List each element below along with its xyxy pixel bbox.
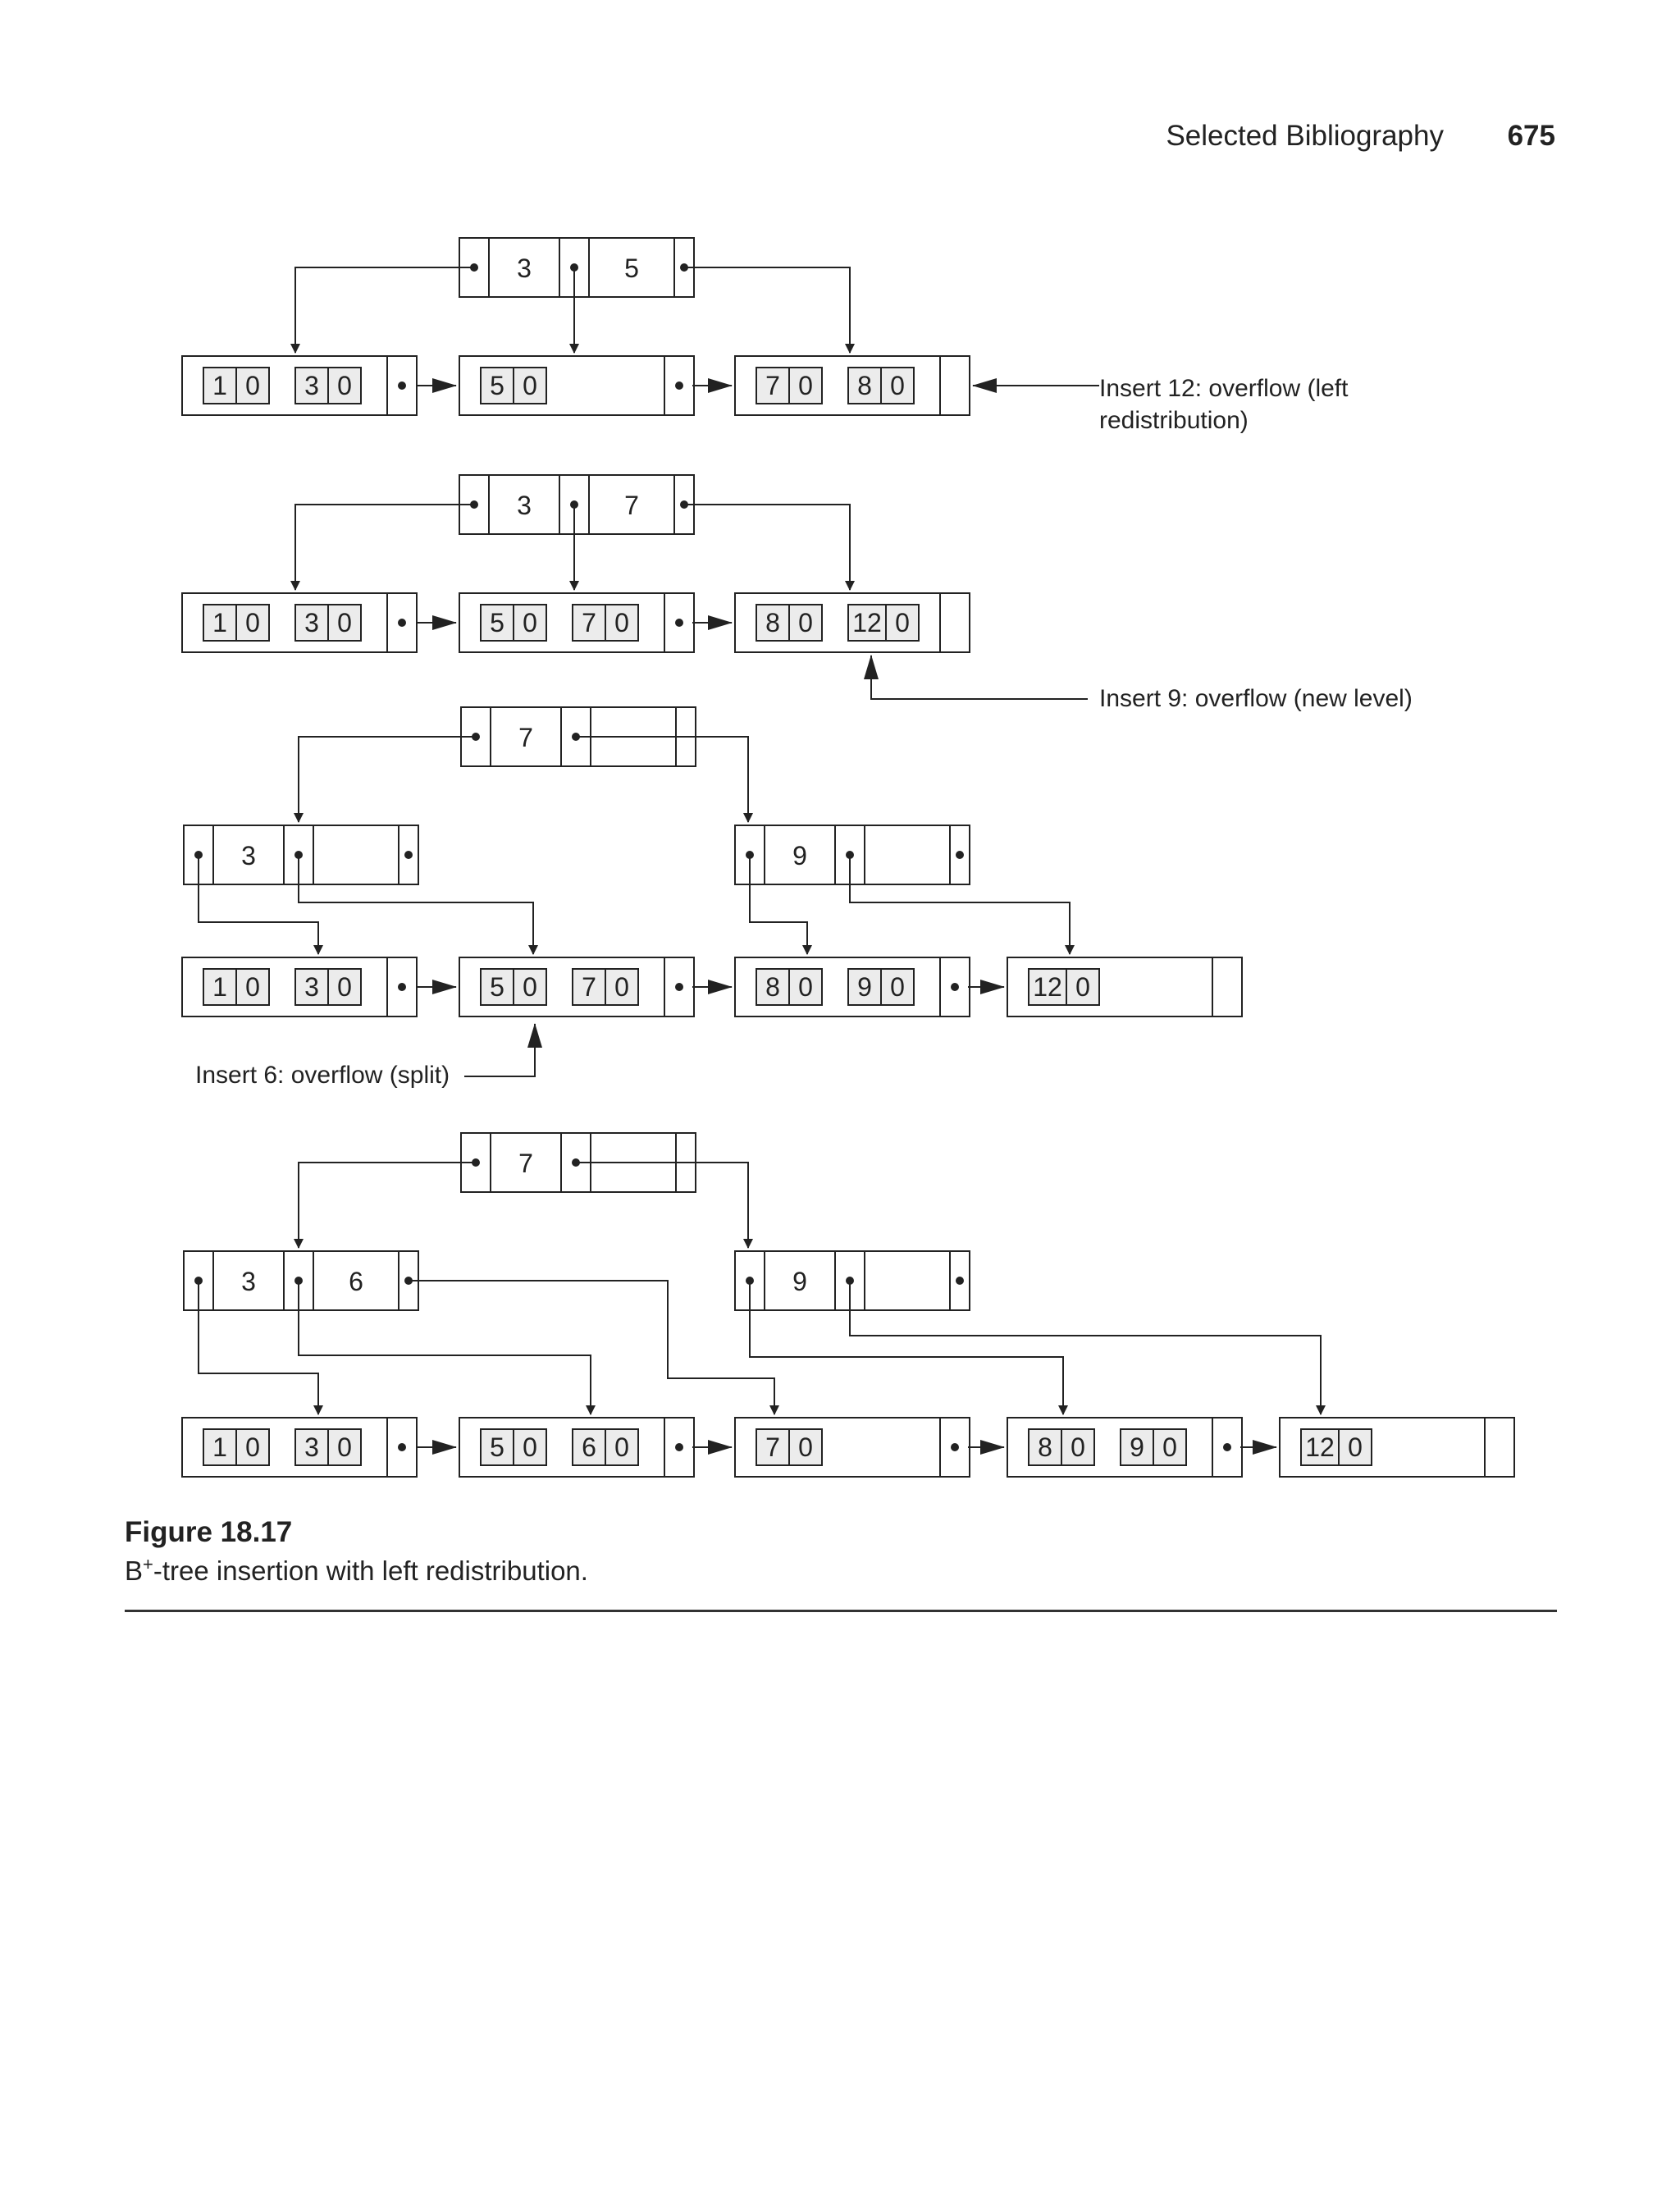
leaf-key-digit: 0	[523, 371, 537, 400]
annotation-insert-12-line2: redistribution)	[1099, 407, 1249, 434]
internal-key: 5	[624, 254, 639, 283]
figure-caption	[125, 1516, 588, 1587]
leaf-key-digit: 8	[857, 371, 872, 400]
annotation-insert-6: Insert 6: overflow (split)	[195, 1062, 450, 1089]
leaf-key-digit: 0	[245, 1432, 260, 1462]
leaf-key-digit: 3	[304, 1432, 319, 1462]
internal-key: 9	[792, 1267, 807, 1296]
pointer-arrow	[576, 737, 748, 822]
pointer-dot	[675, 983, 683, 991]
leaf-key-digit: 12	[852, 608, 882, 637]
leaf-key-digit: 5	[490, 1432, 504, 1462]
root-key: 7	[518, 723, 533, 752]
leaf-key-digit: 0	[1075, 972, 1090, 1002]
leaf-key-digit: 7	[582, 608, 596, 637]
pointer-arrow	[295, 267, 474, 353]
leaf-key-digit: 1	[212, 1432, 227, 1462]
pointer-dot	[1223, 1443, 1231, 1451]
pointer-dot	[398, 381, 406, 390]
pointer-arrow	[199, 1281, 318, 1414]
leaf-key-digit: 0	[798, 608, 813, 637]
pointer-dot	[956, 851, 964, 859]
pointer-dot	[398, 1443, 406, 1451]
leaf-key-digit: 1	[212, 972, 227, 1002]
leaf-key-digit: 8	[765, 972, 780, 1002]
annotation-arrow	[464, 1024, 535, 1076]
leaf-key-digit: 0	[337, 608, 352, 637]
leaf-key-digit: 0	[798, 972, 813, 1002]
leaf-key-digit: 6	[582, 1432, 596, 1462]
pointer-arrow	[684, 505, 850, 590]
leaf-key-digit: 0	[1071, 1432, 1085, 1462]
pointer-arrow	[295, 505, 474, 590]
internal-key: 3	[517, 491, 532, 520]
leaf-key-digit: 3	[304, 371, 319, 400]
leaf-key-digit: 0	[523, 972, 537, 1002]
leaf-key-digit: 0	[614, 972, 629, 1002]
leaf-key-digit: 0	[798, 1432, 813, 1462]
pointer-dot	[675, 381, 683, 390]
root-key: 7	[518, 1149, 533, 1178]
annotation-insert-9: Insert 9: overflow (new level)	[1099, 685, 1413, 712]
figure-title	[125, 1554, 588, 1587]
pointer-arrow	[750, 1281, 1063, 1414]
annotation-arrow	[871, 656, 1088, 699]
pointer-dot	[951, 1443, 959, 1451]
running-head-title: Selected Bibliography	[1166, 120, 1444, 152]
pointer-arrow	[684, 267, 850, 353]
pointer-dot	[951, 983, 959, 991]
leaf-key-digit: 1	[212, 608, 227, 637]
leaf-key-digit: 3	[304, 608, 319, 637]
pointer-dot	[675, 619, 683, 627]
leaf-key-digit: 0	[245, 608, 260, 637]
pointer-arrow	[850, 855, 1070, 954]
leaf-key-digit: 12	[1305, 1432, 1335, 1462]
pointer-dot	[404, 851, 413, 859]
leaf-key-digit: 0	[245, 371, 260, 400]
leaf-key-digit: 0	[1162, 1432, 1177, 1462]
leaf-key-digit: 9	[857, 972, 872, 1002]
pointer-dot	[398, 619, 406, 627]
pointer-arrow	[299, 855, 533, 954]
leaf-key-digit: 0	[523, 1432, 537, 1462]
leaf-key-digit: 0	[337, 1432, 352, 1462]
pointer-dot	[398, 983, 406, 991]
leaf-key-digit: 0	[895, 608, 910, 637]
leaf-key-digit: 0	[614, 608, 629, 637]
leaf-key-digit: 0	[1348, 1432, 1363, 1462]
pointer-arrow	[850, 1281, 1321, 1414]
internal-key: 3	[241, 841, 256, 870]
pointer-arrow	[576, 1163, 748, 1248]
leaf-key-digit: 0	[798, 371, 813, 400]
pointer-dot	[675, 1443, 683, 1451]
page-number: 675	[1507, 120, 1555, 152]
leaf-key-digit: 5	[490, 608, 504, 637]
leaf-key-digit: 0	[890, 972, 905, 1002]
leaf-key-digit: 8	[765, 608, 780, 637]
leaf-key-digit: 0	[614, 1432, 629, 1462]
leaf-key-digit: 0	[337, 972, 352, 1002]
internal-key: 9	[792, 841, 807, 870]
caption-rule	[125, 1610, 1557, 1612]
leaf-key-digit: 0	[337, 371, 352, 400]
leaf-key-digit: 9	[1130, 1432, 1144, 1462]
pointer-dot	[956, 1277, 964, 1285]
leaf-key-digit: 5	[490, 371, 504, 400]
internal-key: 7	[624, 491, 639, 520]
pointer-arrow	[299, 737, 476, 822]
leaf-key-digit: 0	[890, 371, 905, 400]
leaf-key-digit: 5	[490, 972, 504, 1002]
leaf-key-digit: 7	[765, 1432, 780, 1462]
pointer-arrow	[199, 855, 318, 954]
leaf-key-digit: 1	[212, 371, 227, 400]
internal-key: 6	[349, 1267, 363, 1296]
figure-label: Figure 18.17	[125, 1516, 293, 1548]
leaf-key-digit: 12	[1033, 972, 1062, 1002]
pointer-arrow	[299, 1163, 476, 1248]
figure-title-prefix: B	[125, 1556, 144, 1586]
internal-key: 3	[517, 254, 532, 283]
figure-title-rest: -tree insertion with left redistribution.	[153, 1556, 588, 1586]
leaf-key-digit: 0	[245, 972, 260, 1002]
leaf-key-digit: 7	[765, 371, 780, 400]
leaf-key-digit: 7	[582, 972, 596, 1002]
internal-key: 3	[241, 1267, 256, 1296]
leaf-key-digit: 8	[1038, 1432, 1052, 1462]
annotation-insert-12-line1: Insert 12: overflow (left	[1099, 375, 1349, 402]
leaf-key-digit: 0	[523, 608, 537, 637]
figure-title-superscript: +	[143, 1554, 153, 1574]
leaf-key-digit: 3	[304, 972, 319, 1002]
pointer-arrow	[299, 1281, 591, 1414]
